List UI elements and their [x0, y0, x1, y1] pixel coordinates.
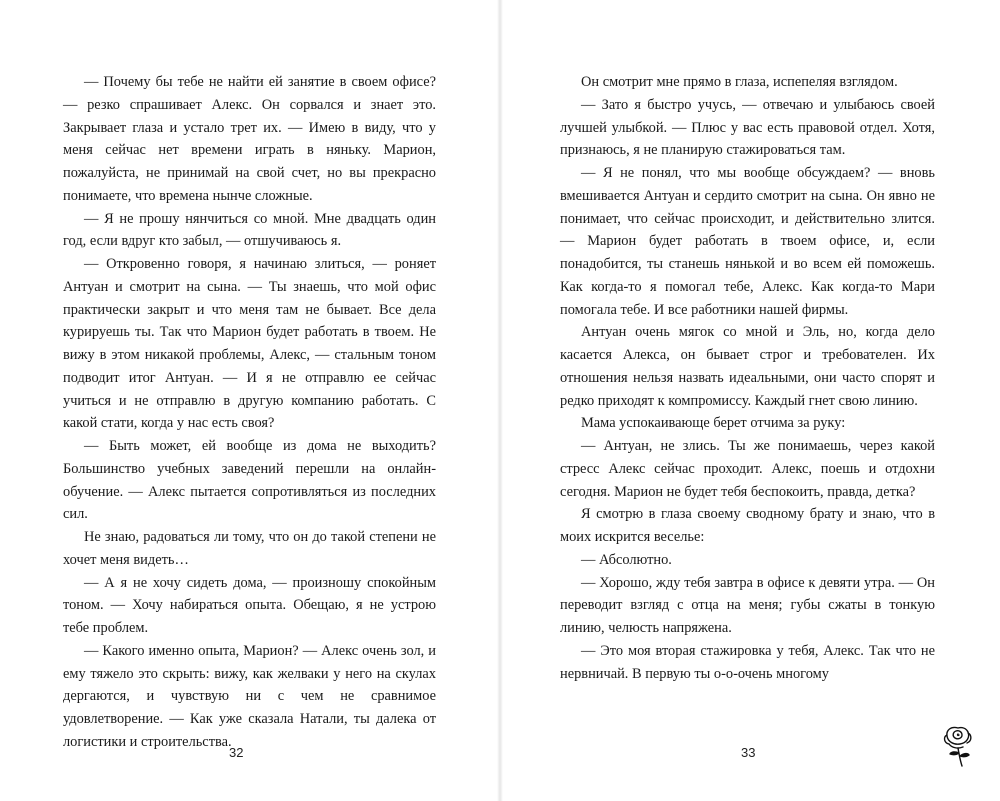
- right-page-text: [560, 71, 935, 685]
- paragraph: — Зато я быстро учусь, — отвечаю и улыбаюсь своей лучшей улыбкой. — Плюс у вас есть правовой отдел. Хотя, признаюсь, я не планирую стажироваться там.: [560, 96, 935, 159]
- paragraph: Я смотрю в глаза своему сводному брату и знаю, что в моих искрится веселье:: [560, 506, 935, 545]
- paragraph: — Антуан, не злись. Ты же понимаешь, через какой стресс Алекс сейчас проходит. Алекс, поешь и отдохни сегодня. Марион не будет тебя беспокоить, правда, детка?: [560, 438, 935, 500]
- paragraph: — Я не понял, что мы вообще обсуждаем? — вновь вмешивается Антуан и сердито смотрит на сына. Он явно не понимает, что сейчас происходит, и действительно злится. — Марион будет работать в твоем офисе, и, если понадобится, ты станешь нянькой и во всем ей поможешь. Как когда-то я помогал тебе, Алекс. Как когда-то Мари помогала тебе. И все работники нашей фирмы.: [560, 165, 935, 318]
- paragraph: — Я не прошу нянчиться со мной. Мне двадцать один год, если вдруг кто забыл, — отшучиваюсь я.: [63, 210, 436, 250]
- paragraph: — Хорошо, жду тебя завтра в офисе к девяти утра. — Он переводит взгляд с отца на меня; губы сжаты в тонкую линию, челюсть напряжена.: [560, 574, 935, 636]
- paragraph: — Быть может, ей вообще из дома не выходить? Большинство учебных заведений перешли на онлайн-обучение. — Алекс пытается сопротивляться из последних сил.: [63, 438, 436, 523]
- paragraph: — Это моя вторая стажировка у тебя, Алекс. Так что не нервничай. В первую ты о-о-очень многому: [560, 642, 935, 682]
- paragraph: — Какого именно опыта, Марион? — Алекс очень зол, и ему тяжело это скрыть: вижу, как желваки у него на скулах дергаются, и чувствую ни с чем не сравнимое удовлетворение. — Как уже сказала Натали, ты далека от логистики и строительства.: [63, 642, 436, 750]
- paragraph: Он смотрит мне прямо в глаза, испепеляя взглядом.: [581, 74, 898, 90]
- paragraph: — Абсолютно.: [581, 551, 672, 568]
- left-page-text: [63, 71, 436, 754]
- paragraph: Антуан очень мягок со мной и Эль, но, когда дело касается Алекса, он бывает строг и требователен. Их отношения нельзя назвать идеальными, они часто спорят и редко приходят к компромиссу. Каждый гнет свою линию.: [560, 324, 935, 409]
- page-number-right: 33: [741, 745, 756, 760]
- rose-icon: [938, 720, 978, 768]
- paragraph: — Откровенно говоря, я начинаю злиться, — роняет Антуан и смотрит на сына. — Ты знаешь, что мой офис практически закрыт и что меня там не бывает. Все дела курируешь ты. Так что Марион будет работать в твоем. Не вижу в этом никакой проблемы, Алекс, — стальным тоном подводит итог Антуан. — И я не отправлю ее сейчас учиться и не отправлю в другую компанию работать. С какой стати, когда у нас есть своя?: [63, 256, 436, 432]
- paragraph: — Почему бы тебе не найти ей занятие в своем офисе? — резко спрашивает Алекс. Он сорвался и знает это. Закрывает глаза и устало трет их. — Имею в виду, что у меня сейчас нет времени играть в няньку. Марион, пожалуйста, не принимай на свой счет, но вы прекрасно понимаете, что времена нынче сложные.: [63, 74, 436, 204]
- book-gutter: [497, 0, 503, 801]
- paragraph: Мама успокаивающе берет отчима за руку:: [581, 415, 846, 432]
- paragraph: — А я не хочу сидеть дома, — произношу спокойным тоном. — Хочу набираться опыта. Обещаю, я не устрою тебе проблем.: [63, 574, 436, 636]
- page-number-left: 32: [229, 745, 244, 760]
- paragraph: Не знаю, радоваться ли тому, что он до такой степени не хочет меня видеть…: [63, 529, 436, 568]
